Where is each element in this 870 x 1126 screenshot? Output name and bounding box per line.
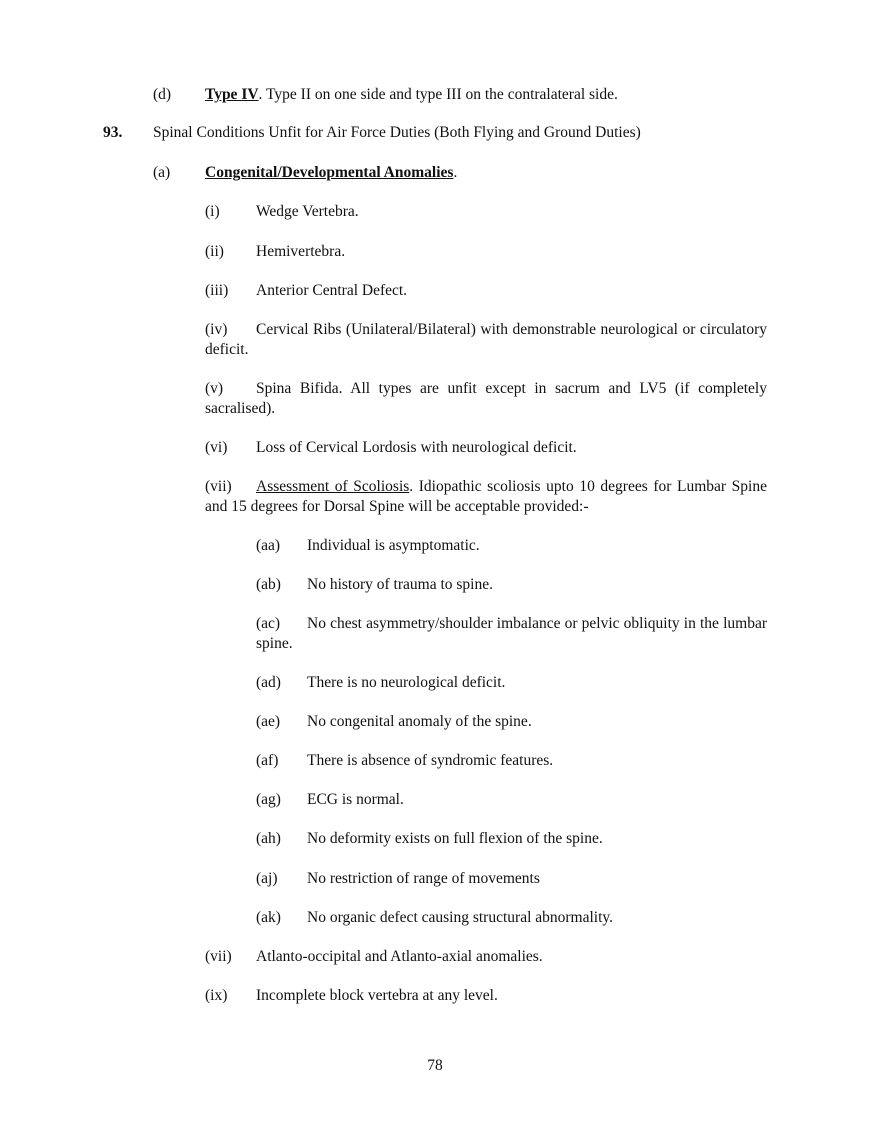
sub-item-i-label: (i)	[205, 203, 220, 220]
sub-item-iv-text: Cervical Ribs (Unilateral/Bilateral) with demonstrable neurological or circulatory deficit.	[205, 321, 767, 358]
condition-ab-text: No history of trauma to spine.	[307, 576, 493, 593]
sub-item-vii-b-text: Atlanto-occipital and Atlanto-axial anomalies.	[256, 948, 543, 965]
sub-item-ii-text: Hemivertebra.	[256, 243, 346, 260]
sub-item-iii-label: (iii)	[205, 282, 229, 299]
condition-ae-label: (ae)	[256, 713, 281, 730]
item-a-heading: Congenital/Developmental Anomalies	[205, 164, 454, 181]
condition-ad-text: There is no neurological deficit.	[307, 674, 506, 691]
condition-ag-text: ECG is normal.	[307, 791, 404, 808]
sub-item-ix-text: Incomplete block vertebra at any level.	[256, 987, 498, 1004]
item-d-line	[205, 85, 618, 105]
sub-item-vii-b-label: (vii)	[205, 948, 232, 965]
sub-item-iv-label: (iv)	[205, 321, 228, 338]
condition-aj-label: (aj)	[256, 870, 278, 887]
page-number: 78	[427, 1057, 443, 1074]
condition-af-label: (af)	[256, 752, 279, 769]
condition-ad-label: (ad)	[256, 674, 281, 691]
sub-item-iv	[205, 320, 767, 360]
item-a-label: (a)	[153, 164, 171, 181]
item-d-heading: Type IV	[205, 86, 259, 103]
sub-item-v-text: Spina Bifida. All types are unfit except in sacrum and LV5 (if completely sacralised).	[205, 380, 767, 417]
condition-ag-label: (ag)	[256, 791, 281, 808]
sub-item-vii-label: (vii)	[205, 478, 232, 495]
sub-item-vii	[205, 477, 767, 517]
section-title: Spinal Conditions Unfit for Air Force Duties (Both Flying and Ground Duties)	[153, 124, 641, 141]
sub-item-i-text: Wedge Vertebra.	[256, 203, 359, 220]
condition-ab-label: (ab)	[256, 576, 281, 593]
sub-item-vi-label: (vi)	[205, 439, 228, 456]
item-d-label: (d)	[153, 86, 172, 103]
condition-ac-label: (ac)	[256, 615, 281, 632]
condition-ak-label: (ak)	[256, 909, 281, 926]
sub-item-iii-text: Anterior Central Defect.	[256, 282, 408, 299]
sub-item-vi-text: Loss of Cervical Lordosis with neurological deficit.	[256, 439, 577, 456]
condition-af-text: There is absence of syndromic features.	[307, 752, 554, 769]
sub-item-v-label: (v)	[205, 380, 224, 397]
sub-item-v	[205, 379, 767, 419]
sub-item-vii-heading: Assessment of Scoliosis	[256, 478, 410, 495]
sub-item-ix-label: (ix)	[205, 987, 228, 1004]
condition-ae-text: No congenital anomaly of the spine.	[307, 713, 532, 730]
condition-ac	[256, 614, 767, 654]
condition-aj-text: No restriction of range of movements	[307, 870, 540, 887]
item-d-text: . Type II on one side and type III on the contralateral side.	[258, 86, 618, 103]
condition-ah-text: No deformity exists on full flexion of the spine.	[307, 830, 603, 847]
condition-ak-text: No organic defect causing structural abnormality.	[307, 909, 614, 926]
item-a-suffix: .	[453, 164, 458, 181]
item-a-line	[205, 163, 457, 183]
condition-aa-label: (aa)	[256, 537, 281, 554]
sub-item-ii-label: (ii)	[205, 243, 224, 260]
section-number: 93.	[103, 124, 123, 141]
sub-item-vii-text: . Idiopathic scoliosis upto 10 degrees for Lumbar Spine and 15 degrees for Dorsal Spine will be acceptable provided:-	[205, 478, 767, 515]
condition-ac-text: No chest asymmetry/shoulder imbalance or pelvic obliquity in the lumbar spine.	[256, 615, 767, 652]
condition-ah-label: (ah)	[256, 830, 281, 847]
condition-aa-text: Individual is asymptomatic.	[307, 537, 480, 554]
